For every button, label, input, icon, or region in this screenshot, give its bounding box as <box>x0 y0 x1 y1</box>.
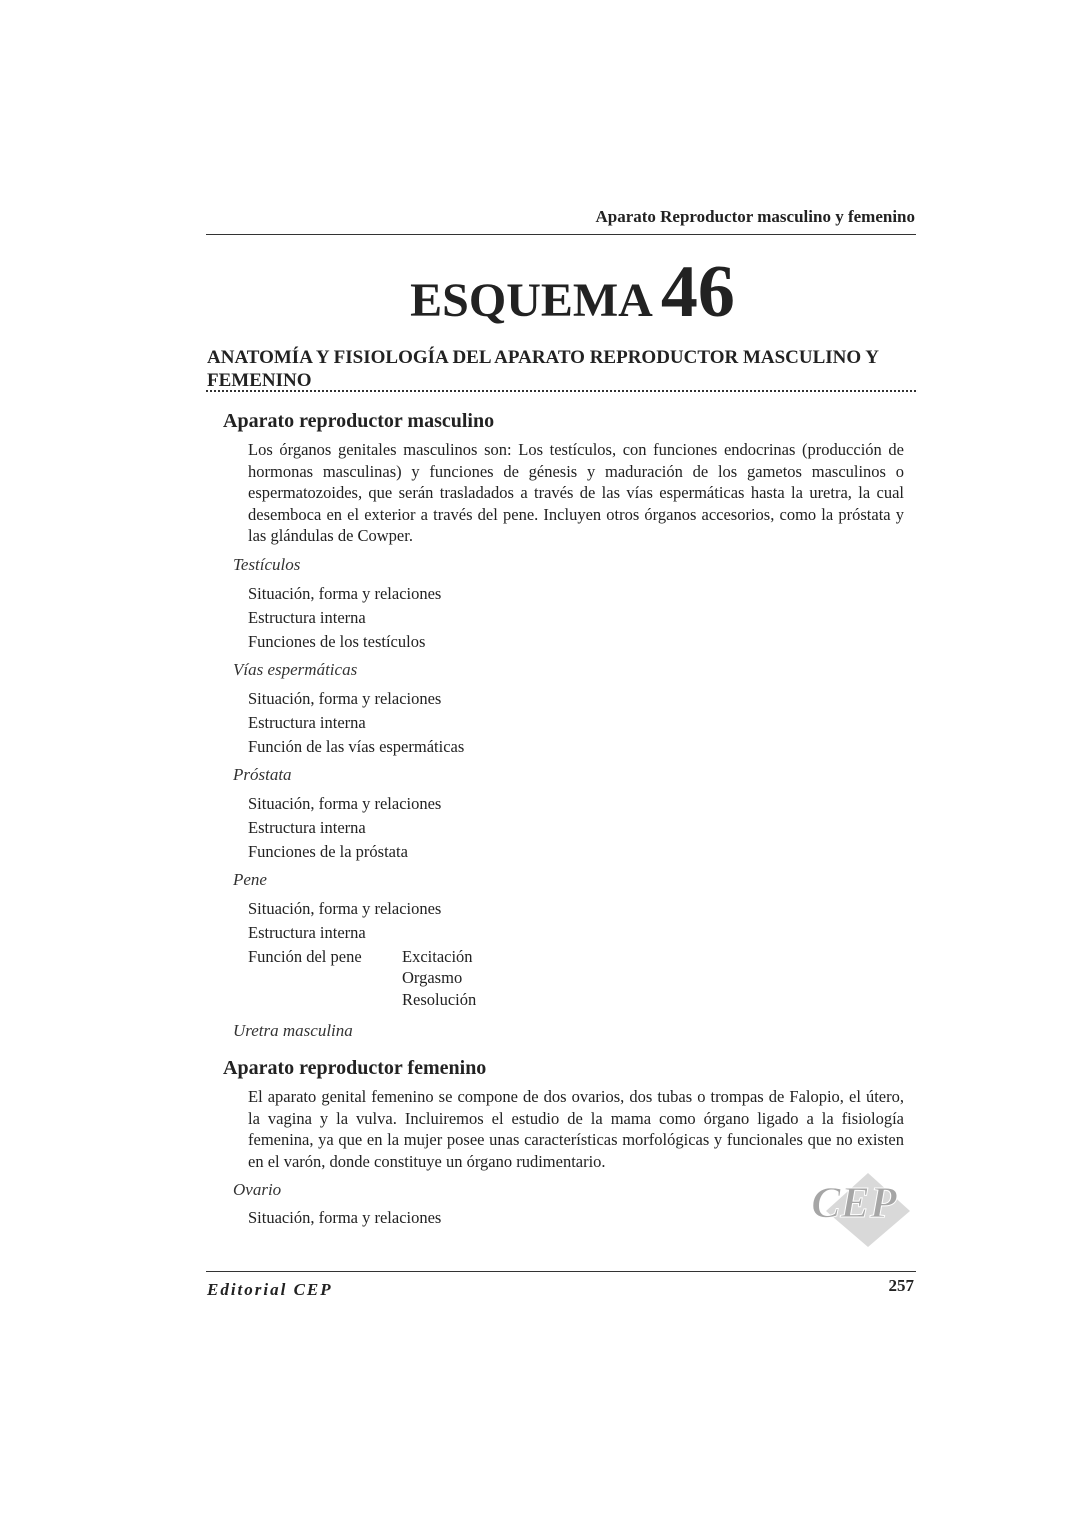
male-section-heading: Aparato reproductor masculino <box>223 410 495 432</box>
phase-item: Resolución <box>402 990 477 1009</box>
esquema-word: ESQUEMA <box>410 274 653 327</box>
header-rule <box>206 234 916 235</box>
subsection-pene: Pene <box>233 870 267 889</box>
dotted-separator <box>206 390 916 392</box>
logo-text: CEP <box>811 1178 897 1227</box>
subsection-uretra-masculina: Uretra masculina <box>233 1021 353 1040</box>
list-item: Situación, forma y relaciones <box>248 899 442 918</box>
list-item: Función de las vías espermáticas <box>248 737 465 756</box>
list-item: Funciones de los testículos <box>248 632 426 651</box>
footer-publisher: Editorial CEP <box>207 1280 333 1299</box>
list-item: Situación, forma y relaciones <box>248 1208 442 1227</box>
running-header: Aparato Reproductor masculino y femenino <box>595 207 915 226</box>
phase-item: Excitación <box>402 947 473 966</box>
subsection-ovario: Ovario <box>233 1180 282 1199</box>
chapter-title: ANATOMÍA Y FISIOLOGÍA DEL APARATO REPRODUCTOR MASCULINO Y FEMENINO <box>207 347 879 391</box>
esquema-title <box>0 250 1080 335</box>
subsection-testiculos: Testículos <box>233 555 301 574</box>
list-item: Situación, forma y relaciones <box>248 794 442 813</box>
subsection-prostata: Próstata <box>233 765 292 784</box>
footer-rule <box>206 1271 916 1272</box>
list-item: Funciones de la próstata <box>248 842 408 861</box>
male-intro-paragraph: Los órganos genitales masculinos son: Los testículos, con funciones endocrinas (producción de hormonas masculinas) y funciones de génesis y maduración de los gametos masculinos o espermatozoides, que serán trasladados a través de las vías espermáticas hasta la uretra, la cual desemboca en el exterior a través del pene. Incluyen otros órganos accesorios, como la próstata y las glándulas de Cowper. <box>248 440 904 546</box>
list-item: Estructura interna <box>248 818 366 837</box>
subsection-vias-espermaticas: Vías espermáticas <box>233 660 358 679</box>
cep-logo <box>798 1165 916 1251</box>
female-intro-paragraph: El aparato genital femenino se compone de dos ovarios, dos tubas o trompas de Falopio, el útero, la vagina y la vulva. Incluiremos el estudio de la mama como órgano ligado a la fisiología femenina, ya que en la mujer posee unas características morfológicas y funcionales que no existen en el varón, donde constituye un órgano rudimentario. <box>248 1087 904 1171</box>
list-item: Situación, forma y relaciones <box>248 689 442 708</box>
list-item: Estructura interna <box>248 713 366 732</box>
esquema-number: 46 <box>660 251 735 333</box>
page-number: 257 <box>888 1276 914 1295</box>
list-item: Estructura interna <box>248 923 366 942</box>
list-item: Función del pene <box>248 947 362 966</box>
female-section-heading: Aparato reproductor femenino <box>223 1057 487 1079</box>
phase-item: Orgasmo <box>402 968 463 987</box>
list-item: Estructura interna <box>248 608 366 627</box>
list-item: Situación, forma y relaciones <box>248 584 442 603</box>
